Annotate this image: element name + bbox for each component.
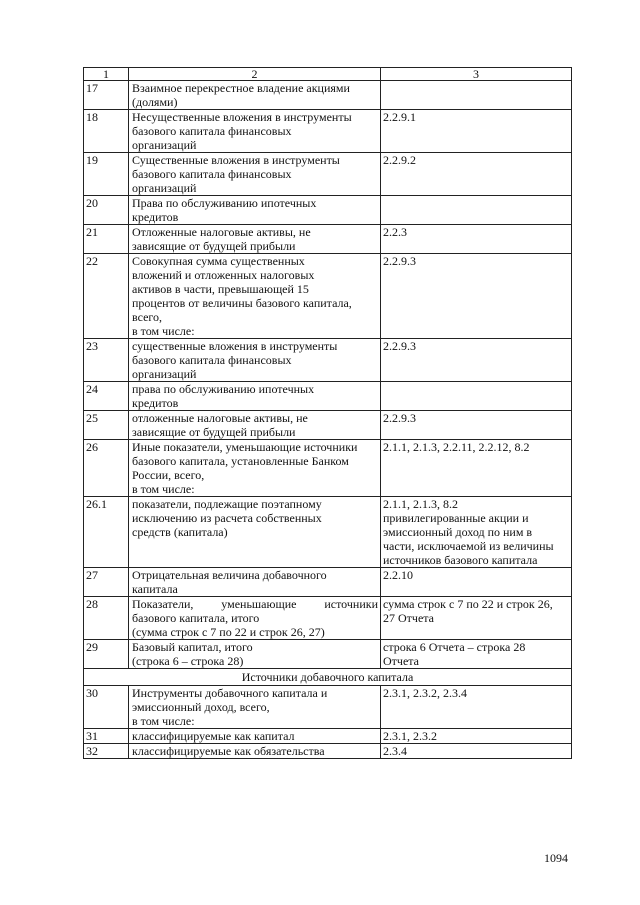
- table-row: [84, 225, 572, 254]
- row-reference: 2.1.1, 2.1.3, 8.2 привилегированные акции и эмиссионный доход по ним в части, исключаемой из величины источников базового капитала: [381, 497, 572, 568]
- row-number: 26: [84, 440, 129, 497]
- table-row: [84, 254, 572, 339]
- row-description: Иные показатели, уменьшающие источники базового капитала, установленные Банком России, всего, в том числе:: [129, 440, 381, 497]
- column-header: 1: [84, 68, 129, 81]
- row-reference: 2.3.1, 2.3.2, 2.3.4: [381, 686, 572, 729]
- row-number: 32: [84, 744, 129, 759]
- table-row: [84, 597, 572, 640]
- row-number: 27: [84, 568, 129, 597]
- row-description: Совокупная сумма существенных вложений и отложенных налоговых активов в части, превышающей 15 процентов от величины базового капитала, всего, в том числе:: [129, 254, 381, 339]
- row-description: Взаимное перекрестное владение акциями (долями): [129, 81, 381, 110]
- table-row: [84, 196, 572, 225]
- row-reference: 2.3.4: [381, 744, 572, 759]
- row-description: Права по обслуживанию ипотечных кредитов: [129, 196, 381, 225]
- row-number: 31: [84, 729, 129, 744]
- table-row: [84, 411, 572, 440]
- row-description: Инструменты добавочного капитала и эмиссионный доход, всего, в том числе:: [129, 686, 381, 729]
- table-row: [84, 497, 572, 568]
- row-number: 23: [84, 339, 129, 382]
- row-number: 28: [84, 597, 129, 640]
- table-row: [84, 744, 572, 759]
- row-number: 30: [84, 686, 129, 729]
- row-reference: 2.3.1, 2.3.2: [381, 729, 572, 744]
- page-number: 1094: [544, 851, 568, 865]
- row-number: 25: [84, 411, 129, 440]
- row-reference: 2.2.9.3: [381, 411, 572, 440]
- row-description: права по обслуживанию ипотечных кредитов: [129, 382, 381, 411]
- row-description: отложенные налоговые активы, не зависящие от будущей прибыли: [129, 411, 381, 440]
- table-row: [84, 110, 572, 153]
- row-reference: [381, 382, 572, 411]
- row-reference: [381, 196, 572, 225]
- section-title: Источники добавочного капитала: [84, 669, 572, 686]
- table-row: [84, 382, 572, 411]
- row-number: 17: [84, 81, 129, 110]
- row-description: показатели, подлежащие поэтапному исключению из расчета собственных средств (капитала): [129, 497, 381, 568]
- row-reference: сумма строк с 7 по 22 и строк 26, 27 Отчета: [381, 597, 572, 640]
- row-description: Существенные вложения в инструменты базового капитала финансовых организаций: [129, 153, 381, 196]
- row-reference: 2.2.9.1: [381, 110, 572, 153]
- row-description: Отрицательная величина добавочного капитала: [129, 568, 381, 597]
- row-number: 22: [84, 254, 129, 339]
- row-reference: 2.2.9.3: [381, 254, 572, 339]
- row-number: 26.1: [84, 497, 129, 568]
- table-header-row: [84, 68, 572, 81]
- table-row: [84, 729, 572, 744]
- row-description: классифицируемые как обязательства: [129, 744, 381, 759]
- row-number: 29: [84, 640, 129, 669]
- row-description: [129, 597, 381, 640]
- row-number: 20: [84, 196, 129, 225]
- section-row: [84, 669, 572, 686]
- row-number: 24: [84, 382, 129, 411]
- row-reference: 2.2.10: [381, 568, 572, 597]
- row-description: существенные вложения в инструменты базового капитала финансовых организаций: [129, 339, 381, 382]
- row-reference: 2.2.9.2: [381, 153, 572, 196]
- row-description-line: Показатели, уменьшающие источники: [132, 597, 378, 611]
- row-description: Отложенные налоговые активы, не зависящие от будущей прибыли: [129, 225, 381, 254]
- table-row: [84, 81, 572, 110]
- column-header: 3: [381, 68, 572, 81]
- row-number: 21: [84, 225, 129, 254]
- row-number: 18: [84, 110, 129, 153]
- row-reference: 2.2.9.3: [381, 339, 572, 382]
- table-row: [84, 686, 572, 729]
- table-row: [84, 568, 572, 597]
- table-row: [84, 339, 572, 382]
- row-reference: строка 6 Отчета – строка 28 Отчета: [381, 640, 572, 669]
- table-row: [84, 640, 572, 669]
- row-reference: 2.1.1, 2.1.3, 2.2.11, 2.2.12, 8.2: [381, 440, 572, 497]
- row-reference: 2.2.3: [381, 225, 572, 254]
- column-header: 2: [129, 68, 381, 81]
- row-description: Базовый капитал, итого (строка 6 – строка 28): [129, 640, 381, 669]
- row-reference: [381, 81, 572, 110]
- row-description-rest: базового капитала, итого (сумма строк с 7 по 22 и строк 26, 27): [132, 611, 325, 639]
- table-row: [84, 153, 572, 196]
- table-row: [84, 440, 572, 497]
- row-number: 19: [84, 153, 129, 196]
- row-description: классифицируемые как капитал: [129, 729, 381, 744]
- row-description: Несущественные вложения в инструменты базового капитала финансовых организаций: [129, 110, 381, 153]
- capital-table: [83, 67, 572, 759]
